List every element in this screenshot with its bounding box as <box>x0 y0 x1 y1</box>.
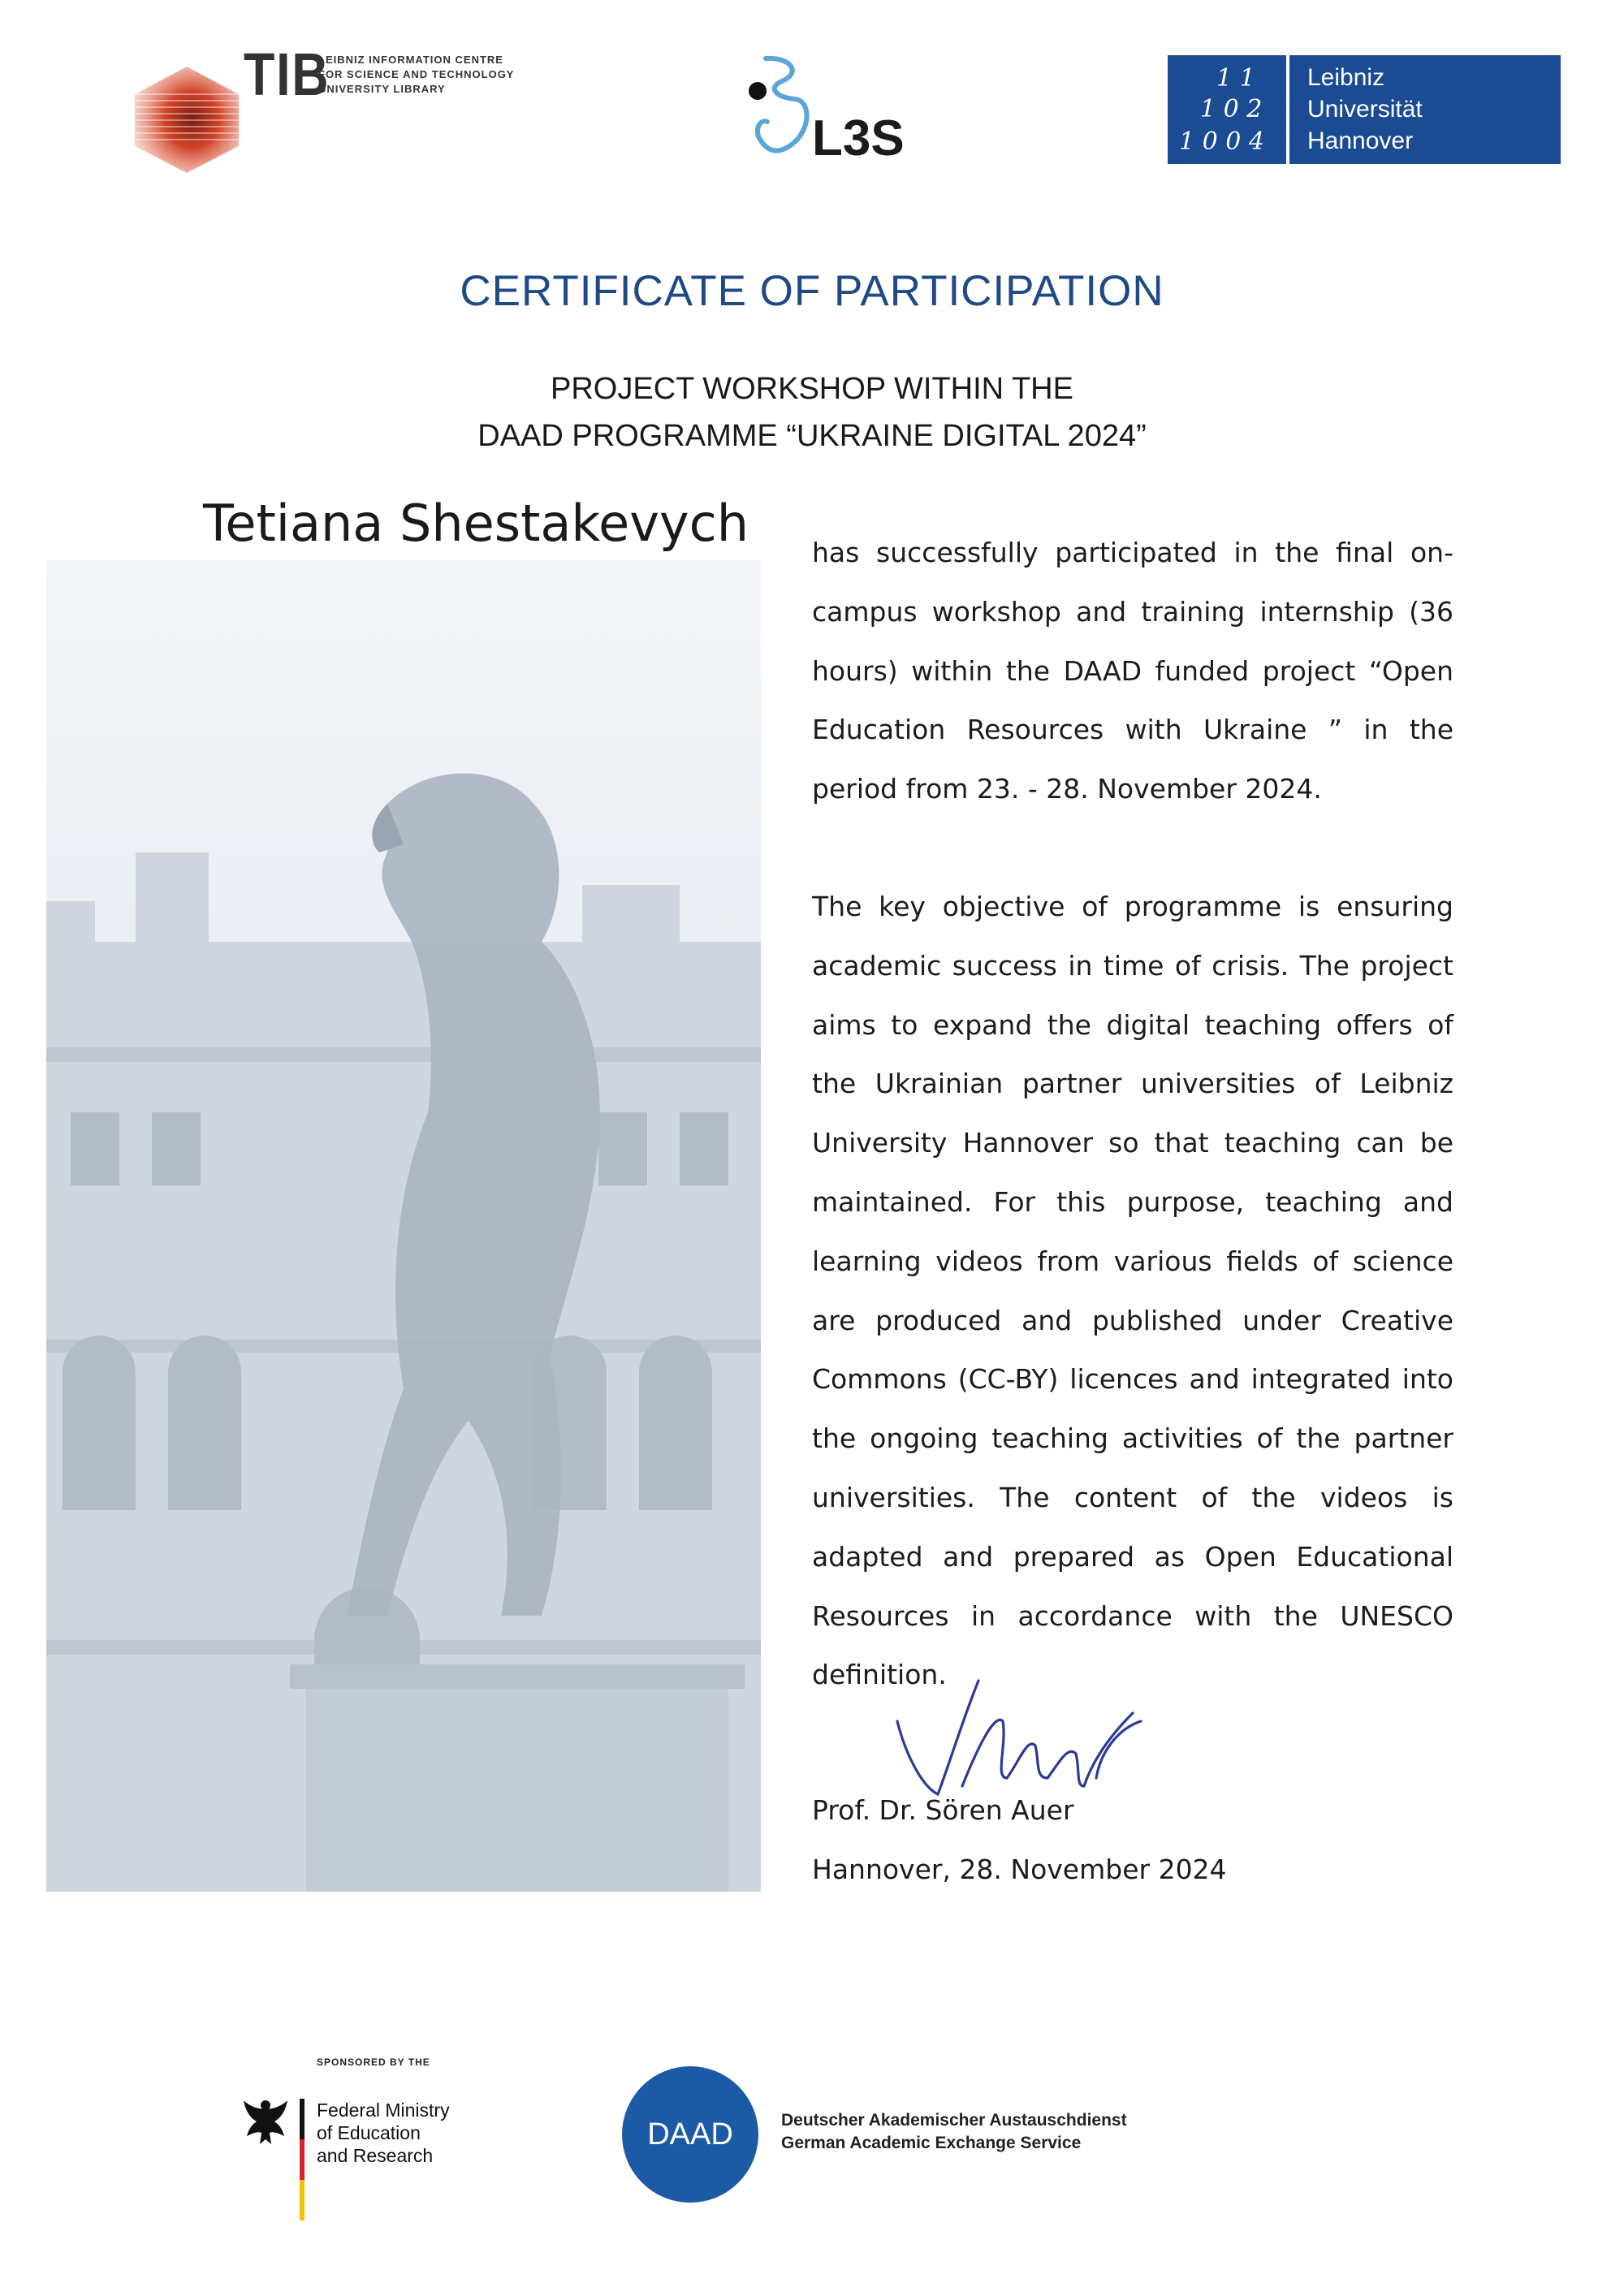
signer-name: Prof. Dr. Sören Auer <box>812 1794 1074 1826</box>
german-flag-stripe <box>300 2099 304 2220</box>
bmbf-line: and Research <box>317 2145 434 2166</box>
recipient-name: Tetiana Shestakevych <box>203 494 749 553</box>
luh-numerals-icon <box>1168 55 1286 164</box>
bmbf-name <box>317 2099 450 2167</box>
luh-logo <box>1168 55 1561 164</box>
subtitle-line: DAAD PROGRAMME “UKRAINE DIGITAL 2024” <box>477 419 1147 453</box>
luh-mark-line: 1 0 0 4 <box>1179 127 1264 156</box>
place-and-date: Hannover, 28. November 2024 <box>812 1854 1227 1885</box>
tib-tagline-line: LEIBNIZ INFORMATION CENTRE <box>318 54 503 66</box>
federal-eagle-icon <box>242 2097 289 2146</box>
l3s-wordmark: L3S <box>812 110 905 166</box>
luh-name-line: Universität <box>1307 96 1423 123</box>
certificate-title: CERTIFICATE OF PARTICIPATION <box>460 267 1164 315</box>
daad-description <box>781 2109 1127 2155</box>
tib-logo <box>130 41 515 175</box>
certificate-subtitle <box>0 365 1624 460</box>
luh-mark <box>1168 55 1286 164</box>
luh-name-line: Leibniz <box>1307 64 1385 91</box>
luh-name-line: Hannover <box>1307 127 1414 154</box>
certificate-body <box>812 524 1453 1705</box>
subtitle-line: PROJECT WORKSHOP WITHIN THE <box>551 372 1073 406</box>
sponsored-label: SPONSORED BY THE <box>317 2056 430 2068</box>
background-photo <box>46 560 761 1892</box>
luh-mark-line: 1 0 2 <box>1200 95 1263 123</box>
bmbf-line: of Education <box>317 2122 421 2143</box>
daad-desc-line: Deutscher Akademischer Austauschdienst <box>781 2111 1127 2130</box>
luh-mark-line: 1 1 <box>1216 64 1255 93</box>
l3s-figure-icon <box>743 49 816 170</box>
tib-tagline-line: FOR SCIENCE AND TECHNOLOGY <box>318 68 515 80</box>
programme-paragraph: The key objective of programme is ensuring academic success in time of crisis. The project aims to expand the digital teaching offers of the Ukrainian partner universities of Leibniz University Hannover so that teaching can be maintained. For this purpose, teaching and learning videos from various fields of science are produced and published under Creative Commons (CC-BY) licences and integrated into the ongoing teaching activities of the partner universities. The content of the videos is adapted and prepared as Open Educational Resources in accordance with the UNESCO definition. <box>812 890 1453 1691</box>
daad-logo-text: DAAD <box>647 2117 733 2151</box>
luh-name <box>1307 62 1423 157</box>
tib-wordmark: TIB <box>244 41 330 108</box>
daad-logo <box>622 2066 758 2203</box>
participation-paragraph: has successfully participated in the final on-campus workshop and training internship (36 hours) within the DAAD funded project “Open Education Resources with Ukraine ” in the period from 23. - 28. November 2024. <box>812 537 1453 805</box>
tib-tagline-line: UNIVERSITY LIBRARY <box>318 83 446 95</box>
handwritten-signature <box>873 1664 1149 1810</box>
bmbf-line: Federal Ministry <box>317 2100 450 2121</box>
tib-tagline <box>318 53 514 97</box>
daad-desc-line: German Academic Exchange Service <box>781 2134 1082 2152</box>
tib-hexagon-icon <box>130 65 244 175</box>
l3s-logo <box>743 49 922 170</box>
